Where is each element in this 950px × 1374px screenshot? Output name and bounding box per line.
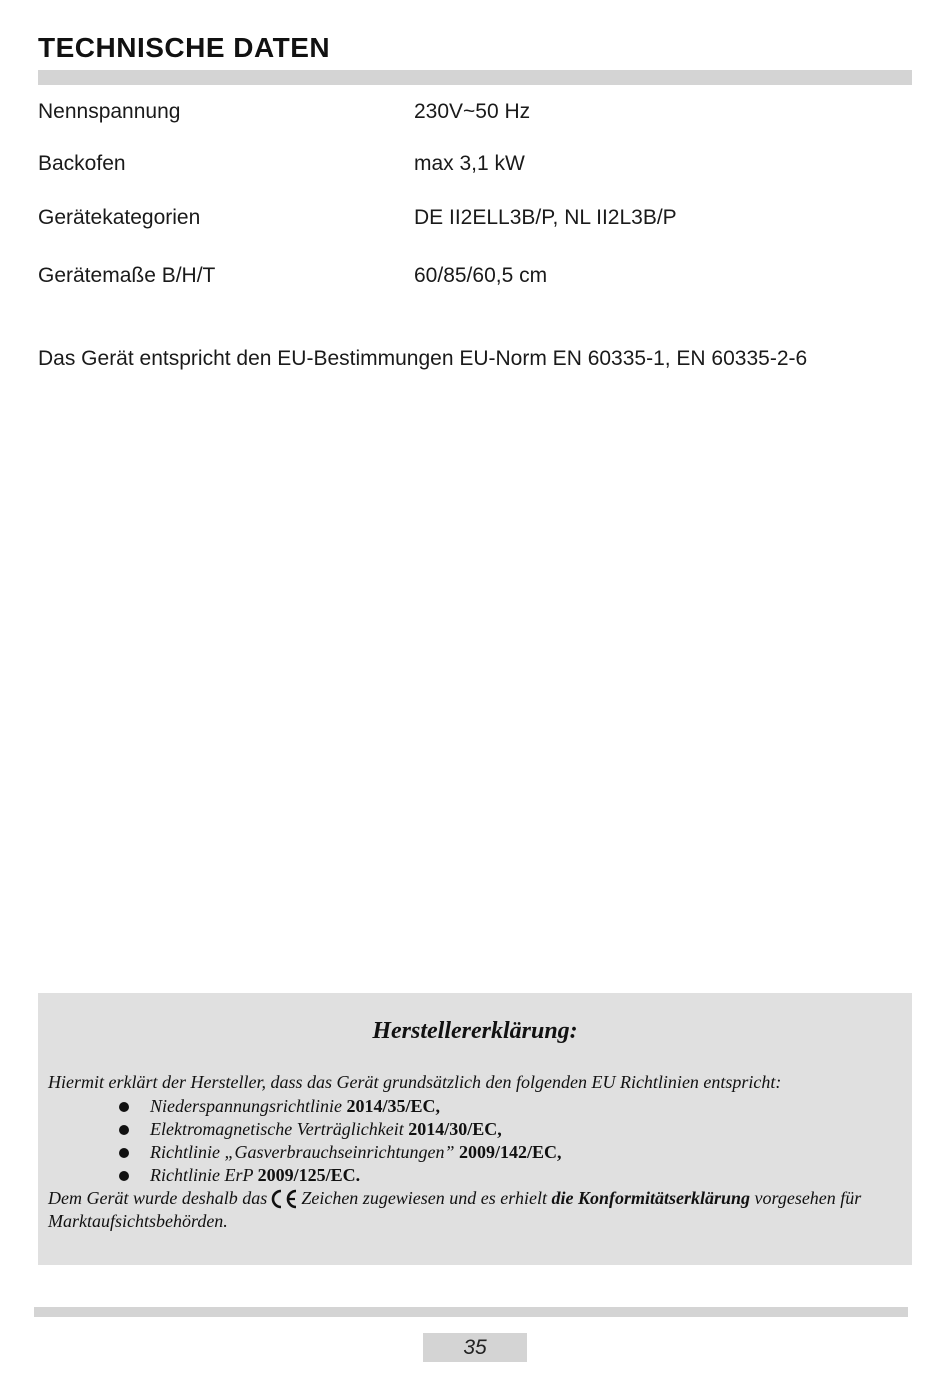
- spec-label: Backofen: [38, 152, 126, 175]
- footer-text-middle: Zeichen zugewiesen und es erhielt: [301, 1188, 552, 1208]
- declaration-title: Herstellererklärung:: [372, 1018, 578, 1044]
- directive-list: [38, 1096, 912, 1188]
- list-item: [38, 1096, 912, 1119]
- spec-label: Nennspannung: [38, 100, 181, 123]
- directive-ref: 2009/142/: [458, 1142, 532, 1162]
- title-divider: [38, 70, 912, 85]
- declaration-footer: [48, 1187, 908, 1233]
- compliance-note: Das Gerät entspricht den EU-Bestimmungen EU-Norm EN 60335-1, EN 60335-2-6: [38, 347, 808, 370]
- directive-name: Niederspannungsrichtlinie: [150, 1096, 347, 1116]
- bullet-icon: [119, 1148, 129, 1158]
- directive-ref: 2009/125/: [257, 1165, 331, 1185]
- ce-mark-icon: [269, 1189, 299, 1209]
- directive-name: Elektromagnetische Verträglichkeit: [150, 1119, 409, 1139]
- spec-value: 60/85/60,5 cm: [414, 264, 548, 287]
- directive-suffix: EC.: [330, 1165, 361, 1185]
- bullet-icon: [119, 1171, 129, 1181]
- spec-label: Gerätemaße B/H/T: [38, 264, 216, 287]
- directive-suffix: EC,: [472, 1119, 502, 1139]
- spec-label: Gerätekategorien: [38, 206, 201, 229]
- list-item: [38, 1165, 912, 1188]
- bullet-icon: [119, 1102, 129, 1112]
- directive-suffix: EC,: [531, 1142, 562, 1162]
- directive-ref: 2014/30/: [408, 1119, 473, 1139]
- bullet-icon: [119, 1125, 129, 1135]
- directive-suffix: EC,: [410, 1096, 441, 1116]
- page-title: TECHNISCHE DATEN: [38, 32, 331, 63]
- spec-value: 230V~50 Hz: [414, 100, 531, 123]
- directive-name: Richtlinie ErP: [150, 1165, 258, 1185]
- list-item: [38, 1142, 912, 1165]
- footer-text-bold: die Konformitätserklärung: [551, 1188, 750, 1208]
- directive-ref: 2014/35/: [346, 1096, 411, 1116]
- list-item: [38, 1119, 912, 1142]
- footer-text-after: vorgesehen für Marktaufsichtsbehörden.: [48, 1188, 862, 1231]
- declaration-intro: Hiermit erklärt der Hersteller, dass das Gerät grundsätzlich den folgenden EU Richtlinien entspricht:: [48, 1072, 782, 1092]
- directive-name: Richtlinie „Gasverbrauchseinrichtungen”: [150, 1142, 459, 1162]
- footer-divider: [34, 1307, 908, 1317]
- page-number: 35: [423, 1333, 527, 1362]
- footer-text-before: Dem Gerät wurde deshalb das: [48, 1188, 268, 1208]
- manufacturer-declaration-box: [38, 993, 912, 1265]
- spec-value: max 3,1 kW: [414, 152, 525, 175]
- spec-value: DE II2ELL3B/P, NL II2L3B/P: [414, 206, 677, 229]
